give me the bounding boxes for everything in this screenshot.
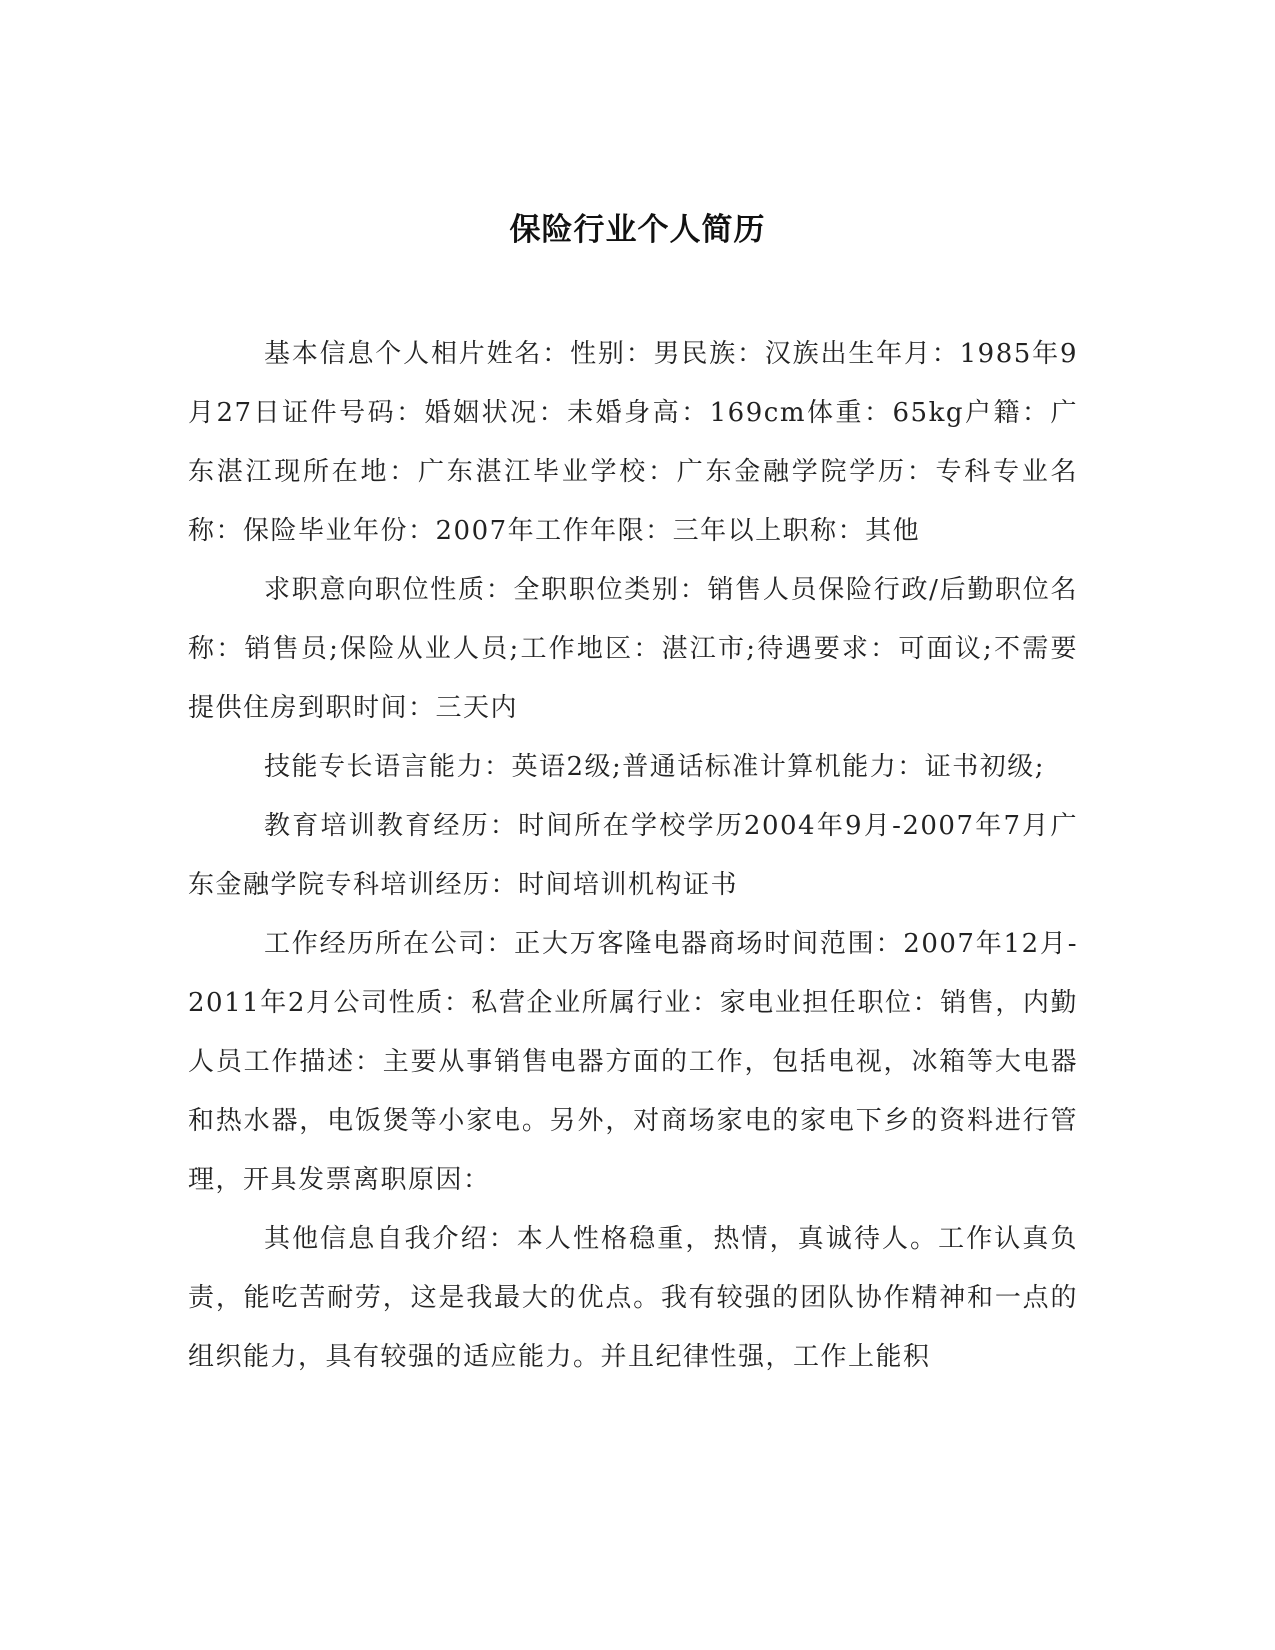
document-body bbox=[188, 325, 1078, 1387]
document-title: 保险行业个人简历 bbox=[509, 212, 766, 248]
skills-paragraph: 技能专长语言能力：英语2级;普通话标准计算机能力：证书初级; bbox=[264, 752, 1046, 782]
job-intention-paragraph: 求职意向职位性质：全职职位类别：销售人员保险行政/后勤职位名称：销售员;保险从业人员;工作地区：湛江市;待遇要求：可面议;不需要提供住房到职时间：三天内 bbox=[188, 575, 1078, 723]
basic-info-paragraph: 基本信息个人相片姓名：性别：男民族：汉族出生年月：1985年9月27日证件号码：婚姻状况：未婚身高：169cm体重：65kg户籍：广东湛江现所在地：广东湛江毕业学校：广东金融学院学历：专科专业名称：保险毕业年份：2007年工作年限：三年以上职称：其他 bbox=[188, 339, 1078, 546]
work-experience-paragraph: 工作经历所在公司：正大万客隆电器商场时间范围：2007年12月-2011年2月公司性质：私营企业所属行业：家电业担任职位：销售，内勤人员工作描述：主要从事销售电器方面的工作，包括电视，冰箱等大电器和热水器，电饭煲等小家电。另外，对商场家电的家电下乡的资料进行管理，开具发票离职原因： bbox=[188, 929, 1078, 1195]
education-paragraph: 教育培训教育经历：时间所在学校学历2004年9月-2007年7月广东金融学院专科培训经历：时间培训机构证书 bbox=[188, 811, 1078, 900]
other-info-paragraph: 其他信息自我介绍：本人性格稳重，热情，真诚待人。工作认真负责，能吃苦耐劳，这是我最大的优点。我有较强的团队协作精神和一点的组织能力，具有较强的适应能力。并且纪律性强，工作上能积 bbox=[188, 1224, 1078, 1372]
